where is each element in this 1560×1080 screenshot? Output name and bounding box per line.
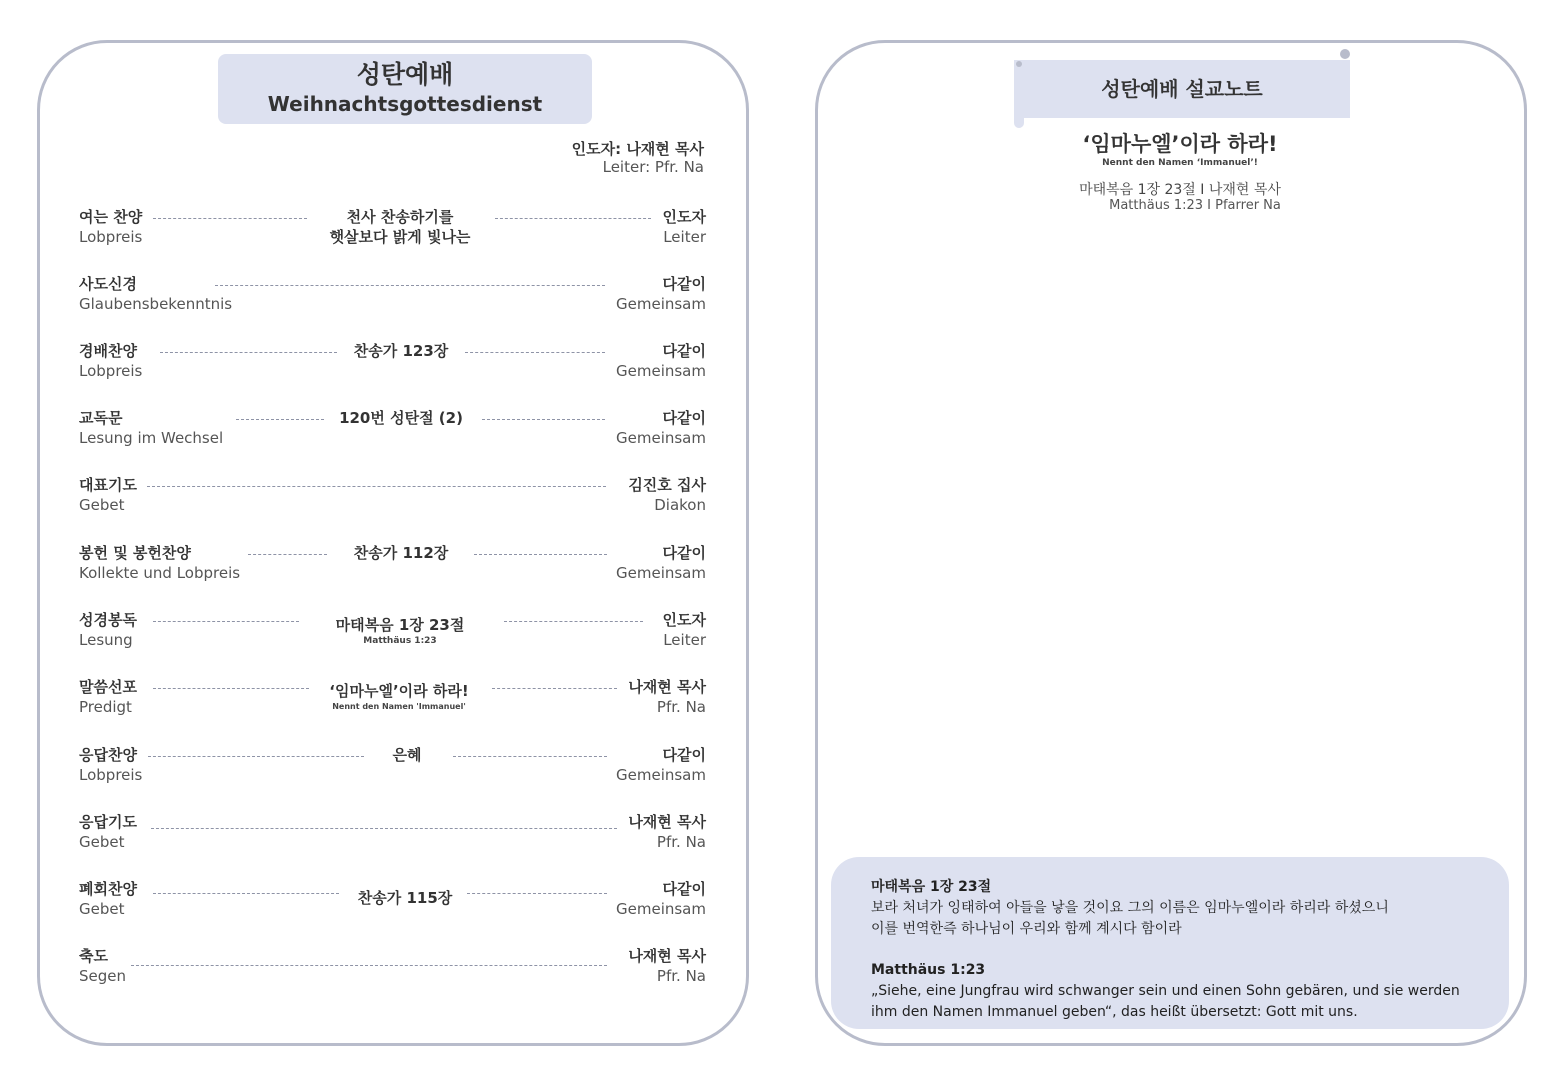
row-center: [341, 543, 461, 563]
leader-dots: [467, 893, 607, 894]
row-person-de: Leiter: [663, 631, 706, 649]
leader-de: Leiter: Pfr. Na: [602, 158, 704, 176]
leader-dots: [215, 285, 605, 286]
service-row: [79, 745, 706, 789]
row-center: [315, 681, 483, 713]
row-person-de: Pfr. Na: [656, 833, 706, 851]
leader-dots: [482, 419, 605, 420]
row-item-de: Gebet: [79, 900, 125, 918]
banner-title: 성탄예배 설교노트: [1101, 77, 1263, 101]
row-center-text: 천사 찬송하기를: [346, 208, 454, 226]
scroll-ornament: [1014, 112, 1024, 128]
row-center: [325, 615, 475, 647]
row-center-text: 찬송가 123장: [353, 342, 449, 360]
sermon-reference-de: Matthäus 1:23 I Pfarrer Na: [1109, 198, 1281, 213]
service-row: [79, 475, 706, 519]
row-center-text: 찬송가 115장: [357, 889, 453, 907]
row-item-de: Glaubensbekenntnis: [79, 295, 233, 313]
leader-dots: [153, 218, 307, 219]
leader-dots: [153, 893, 339, 894]
row-person-ko: 다같이: [662, 342, 706, 360]
bible-verse-box: [831, 857, 1509, 1029]
row-person-de: Gemeinsam: [616, 362, 706, 380]
row-item-de: Segen: [79, 967, 127, 985]
row-item-ko: 축도: [79, 947, 108, 965]
sermon-title: ‘임마누엘’이라 하라!: [1082, 132, 1278, 156]
leader-dots: [147, 486, 606, 487]
row-person-ko: 다같이: [662, 880, 706, 898]
row-item-de: Lobpreis: [79, 228, 143, 246]
row-person-de: Gemeinsam: [616, 564, 706, 582]
row-person-de: Gemeinsam: [616, 295, 706, 313]
row-center: [325, 207, 475, 247]
row-item-de: Gebet: [79, 833, 125, 851]
spacer: [871, 940, 1469, 960]
row-person-ko: 다같이: [662, 409, 706, 427]
service-row: [79, 341, 706, 385]
service-row: [79, 879, 706, 923]
row-item-de: Lobpreis: [79, 766, 143, 784]
service-row: [79, 610, 706, 654]
service-row: [79, 207, 706, 251]
row-center-text: 마태복음 1장 23절: [335, 616, 465, 634]
row-center: [329, 408, 473, 428]
row-item-ko: 여는 찬양: [79, 208, 143, 226]
row-center-text: 찬송가 112장: [353, 544, 449, 562]
row-item-de: Lesung: [79, 631, 133, 649]
row-item-de: Kollekte und Lobpreis: [79, 564, 241, 582]
leader-dots: [465, 352, 605, 353]
verse-heading-de: Matthäus 1:23: [871, 962, 986, 978]
service-row: [79, 408, 706, 452]
row-item-ko: 말씀선포: [79, 678, 137, 696]
leader-dots: [160, 352, 337, 353]
scroll-ornament: [1340, 49, 1350, 59]
row-person-ko: 다같이: [662, 746, 706, 764]
leader-dots: [504, 621, 643, 622]
service-row: [79, 543, 706, 587]
leader-dots: [474, 554, 607, 555]
row-person-de: Gemeinsam: [616, 429, 706, 447]
leader-ko: 인도자: 나재현 목사: [571, 140, 704, 158]
scroll-ornament: [1016, 61, 1022, 67]
row-person-ko: 인도자: [662, 611, 706, 629]
row-item-ko: 봉헌 및 봉헌찬양: [79, 544, 191, 562]
row-person-de: Leiter: [663, 228, 706, 246]
row-person-ko: 인도자: [662, 208, 706, 226]
row-item-de: Predigt: [79, 698, 132, 716]
row-center: [345, 888, 465, 908]
row-person-de: Diakon: [654, 496, 706, 514]
verse-text-de: ihm den Namen Immanuel geben“, das heißt übersetzt: Gott mit uns.: [871, 1004, 1358, 1020]
row-center: [375, 745, 439, 765]
leader-dots: [492, 688, 617, 689]
service-row: [79, 677, 706, 721]
leader-dots: [148, 756, 364, 757]
row-person-ko: 나재현 목사: [628, 678, 706, 696]
row-person-de: Pfr. Na: [656, 698, 706, 716]
service-title-box: [218, 54, 592, 124]
row-item-de: Lobpreis: [79, 362, 143, 380]
leader-dots: [153, 621, 299, 622]
row-person-ko: 나재현 목사: [628, 813, 706, 831]
row-item-ko: 폐회찬양: [79, 880, 137, 898]
row-center-text: 120번 성탄절 (2): [339, 409, 463, 427]
row-person-de: Gemeinsam: [616, 766, 706, 784]
row-item-ko: 경배찬양: [79, 342, 137, 360]
leader-dots: [236, 419, 324, 420]
verse-text-ko: 보라 처녀가 잉태하여 아들을 낳을 것이요 그의 이름은 임마누엘이라 하리라 하셨으니: [871, 900, 1389, 916]
row-person-ko: 다같이: [662, 544, 706, 562]
service-row: [79, 812, 706, 856]
sermon-banner: [1014, 60, 1350, 118]
row-center-text: 은혜: [392, 746, 422, 764]
row-item-ko: 사도신경: [79, 275, 137, 293]
row-item-ko: 교독문: [79, 409, 123, 427]
service-row: [79, 274, 706, 318]
row-item-de: Gebet: [79, 496, 125, 514]
row-item-ko: 응답기도: [79, 813, 137, 831]
row-center-subtext: Matthäus 1:23: [363, 636, 437, 646]
row-item-ko: 응답찬양: [79, 746, 137, 764]
row-center-text-2: 햇살보다 밝게 빛나는: [329, 228, 471, 246]
service-row: [79, 946, 706, 990]
row-center-subtext: Nennt den Namen 'Immanuel': [332, 702, 466, 711]
sermon-subtitle: Nennt den Namen ‘Immanuel’!: [1102, 158, 1258, 168]
leader-dots: [151, 828, 617, 829]
row-item-ko: 대표기도: [79, 476, 137, 494]
sermon-reference-ko: 마태복음 1장 23절 I 나재현 목사: [1079, 182, 1281, 198]
row-person-de: Gemeinsam: [616, 900, 706, 918]
row-item-de: Lesung im Wechsel: [79, 429, 224, 447]
verse-heading-ko: 마태복음 1장 23절: [871, 879, 992, 895]
row-item-ko: 성경봉독: [79, 611, 137, 629]
leader-dots: [495, 218, 651, 219]
row-person-de: Pfr. Na: [656, 967, 706, 985]
row-center: [341, 341, 461, 361]
row-person-ko: 김진호 집사: [628, 476, 706, 494]
leader-dots: [153, 688, 309, 689]
leader-dots: [248, 554, 327, 555]
verse-text-ko: 이를 번역한즉 하나님이 우리와 함께 계시다 함이라: [871, 921, 1182, 937]
row-person-ko: 다같이: [662, 275, 706, 293]
row-center-text: ‘임마누엘’이라 하라!: [329, 682, 469, 700]
service-title-ko: 성탄예배: [356, 60, 454, 89]
service-title-de: Weihnachtsgottesdienst: [267, 92, 543, 116]
leader-dots: [131, 965, 607, 966]
verse-text-de: „Siehe, eine Jungfrau wird schwanger sein und einen Sohn gebären, und sie werden: [871, 983, 1460, 999]
leader-dots: [453, 756, 607, 757]
row-person-ko: 나재현 목사: [628, 947, 706, 965]
